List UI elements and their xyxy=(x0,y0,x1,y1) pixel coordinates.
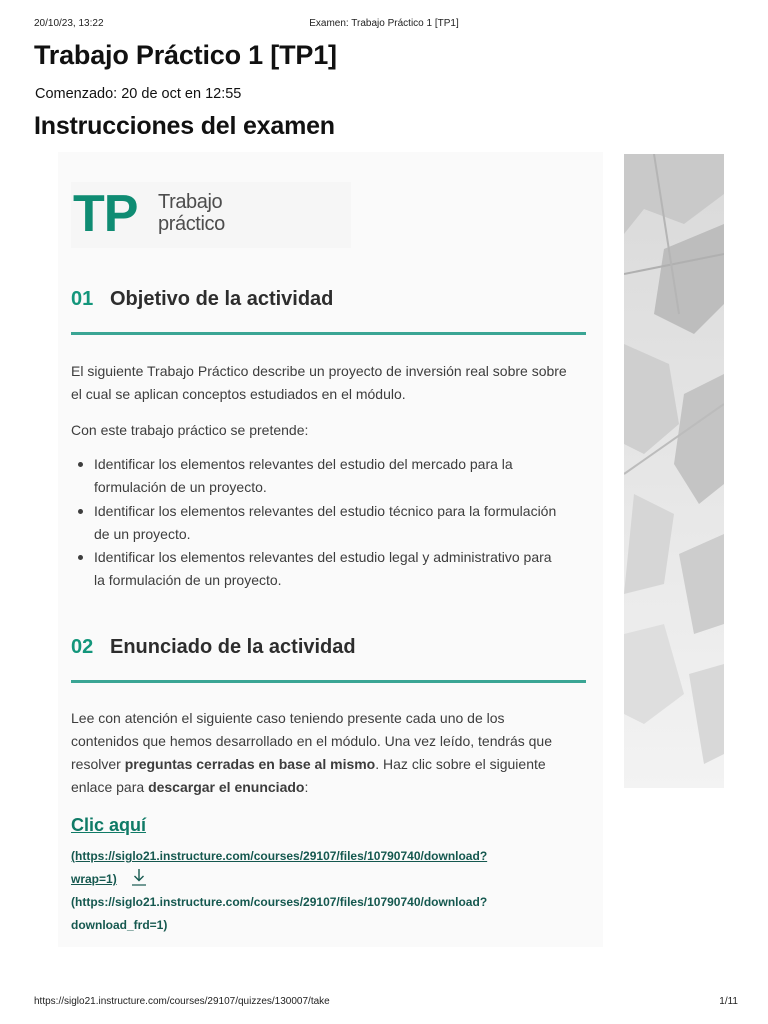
page-title: Trabajo Práctico 1 [TP1] xyxy=(34,40,337,70)
started-timestamp: Comenzado: 20 de oct en 12:55 xyxy=(35,86,242,102)
statement-text-part2: . Haz clic sobre el siguiente enlace para xyxy=(71,756,546,795)
print-title: Examen: Trabajo Práctico 1 [TP1] xyxy=(309,18,459,29)
objective-title: Objetivo de la actividad xyxy=(110,288,334,310)
list-item: Identificar los elementos relevantes del estudio legal y administrativo para la formulación de un proyecto. xyxy=(71,546,561,593)
statement-text-part3: : xyxy=(304,779,309,795)
section-title: Instrucciones del examen xyxy=(34,112,335,140)
print-date: 20/10/23, 13:22 xyxy=(34,18,104,29)
download-url-2-line-2[interactable]: download_frd=1) xyxy=(71,918,168,932)
print-footer xyxy=(34,996,738,1007)
download-url-1-line-2[interactable]: wrap=1) xyxy=(71,872,117,886)
download-icon[interactable] xyxy=(130,867,148,887)
download-url-2-line-1[interactable]: (https://siglo21.instructure.com/courses/29107/files/10790740/download? xyxy=(71,895,488,909)
download-arrow-icon xyxy=(130,867,148,887)
statement-text-part1: Lee con atención el siguiente caso teniendo presente cada uno de los contenidos que hemos desarrollado en el módulo. Una vez leído, tendrás que resolver xyxy=(71,710,552,772)
download-url-1-line-1[interactable]: (https://siglo21.instructure.com/courses/29107/files/10790740/download? xyxy=(71,849,488,863)
objective-bullet-list xyxy=(71,453,561,593)
tp-logo-text xyxy=(158,191,225,235)
list-item: Identificar los elementos relevantes del estudio técnico para la formulación de un proyecto. xyxy=(71,500,561,547)
statement-paragraph xyxy=(71,707,566,799)
statement-title: Enunciado de la actividad xyxy=(110,636,356,658)
objective-paragraph-1: El siguiente Trabajo Práctico describe un proyecto de inversión real sobre sobre el cual se aplican conceptos estudiados en el módulo. xyxy=(71,363,567,402)
print-footer-url: https://siglo21.instructure.com/courses/29107/quizzes/130007/take xyxy=(34,996,330,1007)
statement-bold-1: preguntas cerradas en base al mismo xyxy=(124,756,376,772)
tp-logo xyxy=(71,182,351,248)
statement-number: 02 xyxy=(71,636,94,658)
tp-logo-line2: práctico xyxy=(158,213,225,235)
statement-heading xyxy=(71,636,586,683)
print-header xyxy=(34,18,734,32)
tp-logo-line1: Trabajo xyxy=(158,191,223,213)
objective-heading xyxy=(71,288,586,335)
list-item: Identificar los elementos relevantes del estudio del mercado para la formulación de un proyecto. xyxy=(71,453,561,500)
objective-number: 01 xyxy=(71,288,94,310)
decorative-pattern xyxy=(624,154,724,788)
decorative-panel xyxy=(624,154,724,788)
statement-bold-2: descargar el enunciado xyxy=(148,779,305,795)
page-number: 1/11 xyxy=(719,996,738,1007)
download-link[interactable]: Clic aquí xyxy=(71,815,147,835)
objective-paragraph-2: Con este trabajo práctico se pretende: xyxy=(71,422,309,438)
tp-logo-mark: TP xyxy=(73,185,138,243)
